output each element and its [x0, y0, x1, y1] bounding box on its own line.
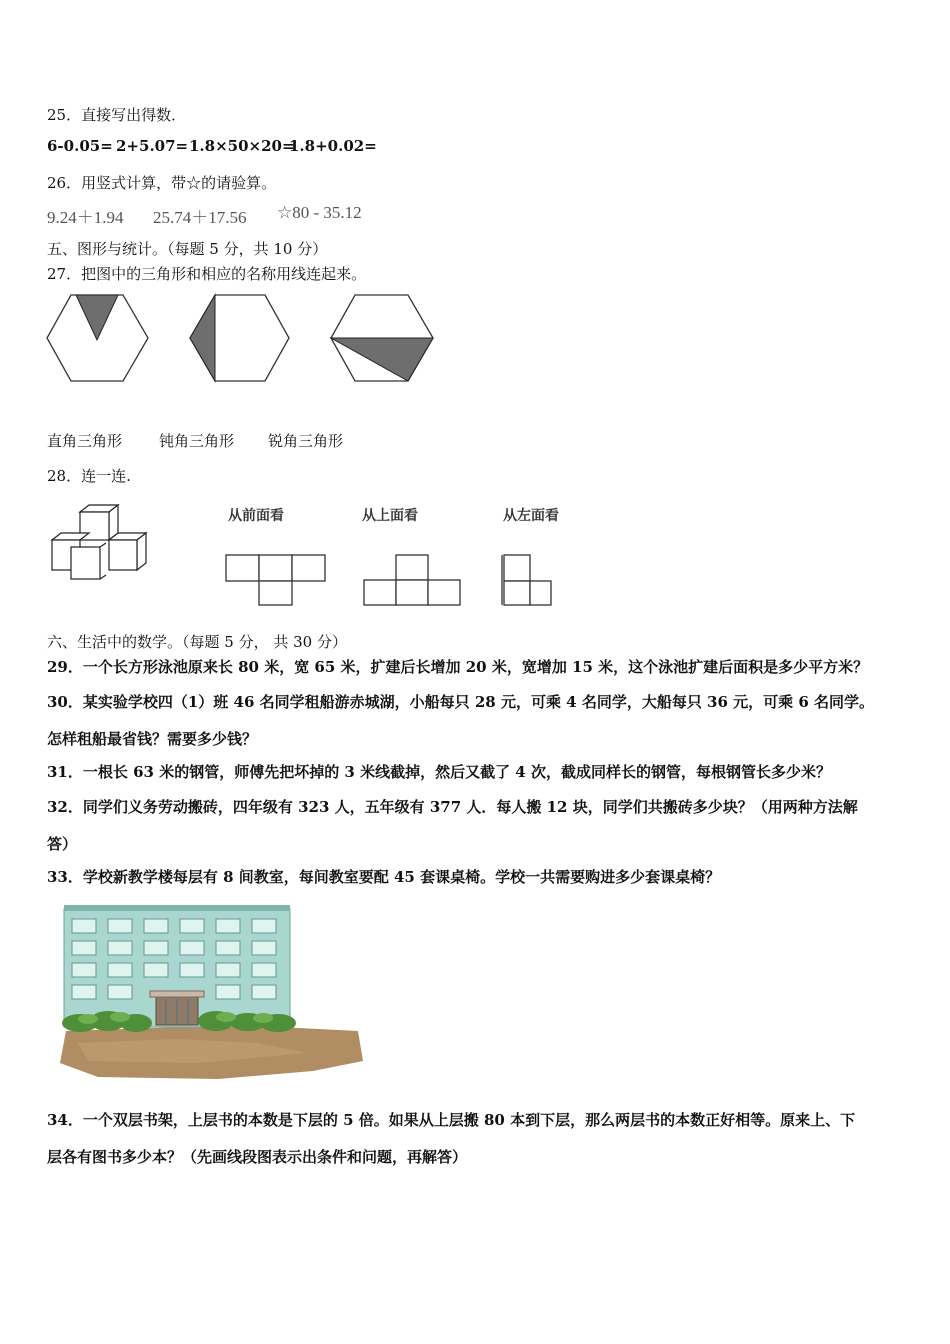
q29-text: 29．一个长方形泳池原来长 80 米，宽 65 米，扩建后长增加 20 米，宽增加 15 米，这个泳池扩建后面积是多少平方米？ — [47, 658, 869, 676]
q31-text: 31．一根长 63 米的钢管，师傅先把坏掉的 3 米线截掉，然后又截了 4 次，截成同样长的钢管，每根钢管长多少米？ — [47, 763, 831, 781]
q25-item-3: 1.8×50×20= — [189, 137, 295, 155]
q25-item-4: 1.8+0.02= — [289, 137, 377, 155]
triangle-label-acute: 锐角三角形 — [268, 432, 344, 450]
q25-item-1: 6-0.05= — [47, 137, 113, 155]
q30-line-1: 30．某实验学校四（1）班 46 名同学租船游赤城湖，小船每只 28 元，可乘 4 名同学，大船每只 36 元，可乘 6 名同学。 — [47, 693, 875, 711]
q34-line-2: 层各有图书多少本？（先画线段图表示出条件和问题，再解答） — [47, 1148, 468, 1166]
cube-stack-figure — [50, 503, 150, 583]
view-label-top: 从上面看 — [362, 508, 418, 524]
view-shape-2 — [362, 553, 464, 607]
q25-title: 25．直接写出得数． — [47, 106, 187, 124]
q30-line-2: 怎样租船最省钱？需要多少钱？ — [47, 730, 258, 748]
q26-title: 26．用竖式计算，带☆的请验算。 — [47, 174, 277, 192]
section-5-heading: 五、图形与统计。（每题 5 分，共 10 分） — [47, 240, 328, 258]
q32-line-1: 32．同学们义务劳动搬砖，四年级有 323 人，五年级有 377 人．每人搬 12 块，同学们共搬砖多少块？（用两种方法解 — [47, 798, 858, 816]
hexagon-figure-3 — [329, 293, 439, 385]
triangle-label-right: 直角三角形 — [47, 432, 123, 450]
q33-text: 33．学校新教学楼每层有 8 间教室，每间教室要配 45 套课桌椅。学校一共需要购进多少套课桌椅？ — [47, 868, 721, 886]
view-shape-1 — [224, 553, 330, 607]
hexagon-figure-1 — [45, 293, 155, 385]
q28-title: 28．连一连. — [47, 467, 131, 485]
q34-line-1: 34．一个双层书架，上层书的本数是下层的 5 倍。如果从上层搬 80 本到下层，那么两层书的本数正好相等。原来上、下 — [47, 1111, 856, 1129]
school-building-illustration — [58, 903, 368, 1083]
view-shape-3 — [500, 553, 556, 609]
q32-line-2: 答） — [47, 835, 78, 853]
hexagon-figure-2 — [186, 293, 296, 385]
q26-item-3: ☆80 - 35.12 — [277, 203, 362, 222]
view-label-front: 从前面看 — [228, 508, 284, 524]
q26-item-2: 25.74＋17.56 — [153, 208, 247, 227]
section-6-heading: 六、生活中的数学。（每题 5 分， 共 30 分） — [47, 633, 347, 651]
q27-title: 27．把图中的三角形和相应的名称用线连起来。 — [47, 265, 367, 283]
triangle-label-obtuse: 钝角三角形 — [159, 432, 235, 450]
q25-item-2: 2+5.07= — [116, 137, 189, 155]
q26-item-1: 9.24＋1.94 — [47, 208, 124, 227]
view-label-left: 从左面看 — [503, 508, 559, 524]
